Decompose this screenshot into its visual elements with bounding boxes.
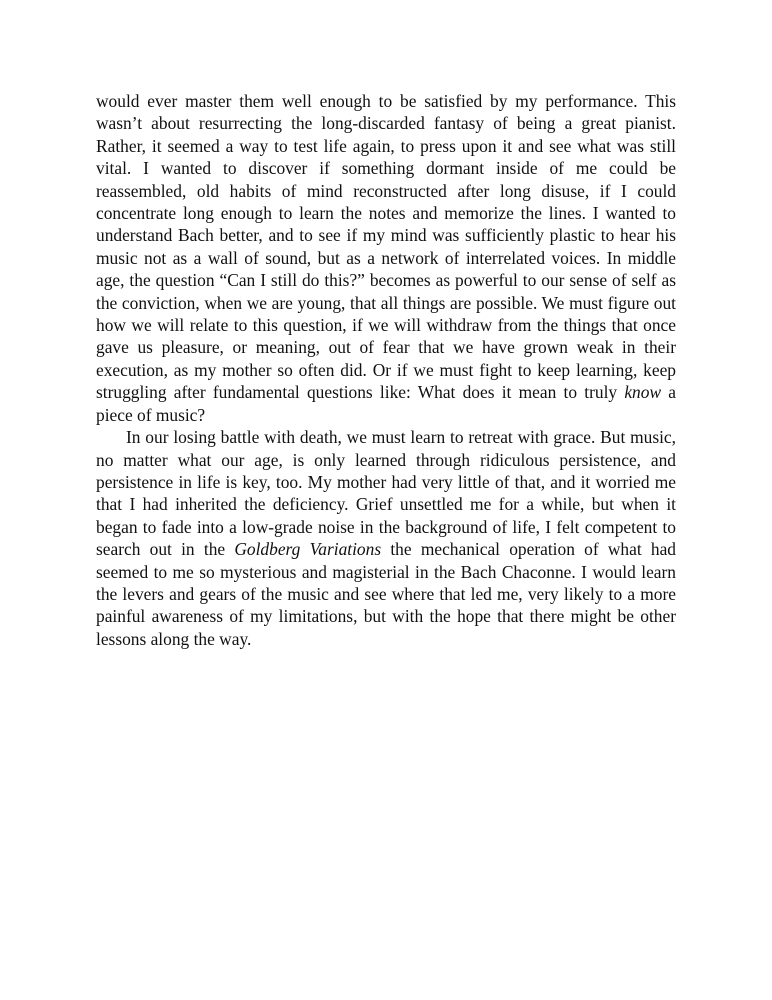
- emphasized-word: know: [624, 382, 662, 403]
- paragraph-text: would ever master them well enough to be satisfied by my performance. This wasn’t about resurrecting the long-discarded fantasy of being a great pianist. Rather, it seemed a way to test life again, to press upon it and see what was still vital. I wanted to discover if something dormant inside of me could be reassembled, old habits of mind reconstructed after long disuse, if I could concentrate long enough to learn the notes and memorize the lines. I wanted to understand Bach better, and to see if my mind was sufficiently plastic to hear his music not as a wall of sound, but as a network of interrelated voices. In middle age, the question “Can I still do this?” becomes as powerful to our sense of self as the conviction, when we are young, that all things are possible. We must figure out how we will relate to this question, if we will withdraw from the things that once gave us pleasure, or meaning, out of fear that we have grown weak in their execution, as my mother so often did. Or if we must fight to keep learning, keep struggling after fundamental questions like: What does it mean to truly: [96, 91, 676, 403]
- paragraph-continued: [96, 90, 676, 426]
- paragraph-text: a piece of music?: [96, 382, 676, 425]
- work-title: Goldberg Variations: [234, 539, 382, 560]
- paragraph-text: In our losing battle with death, we must learn to retreat with grace. But music, no matter what our age, is only learned through ridiculous persistence, and persistence in life is key, too. My mother had very little of that, and it worried me that I had inherited the deficiency. Grief unsettled me for a while, but when it began to fade into a low-grade noise in the background of life, I felt competent to search out in the: [96, 427, 676, 560]
- paragraph: [96, 426, 676, 650]
- book-page-body: [96, 90, 676, 650]
- paragraph-text: the mechanical operation of what had seemed to me so mysterious and magisterial in the Bach Chaconne. I would learn the levers and gears of the music and see where that led me, very likely to a more painful awareness of my limitations, but with the hope that there might be other lessons along the way.: [96, 539, 676, 649]
